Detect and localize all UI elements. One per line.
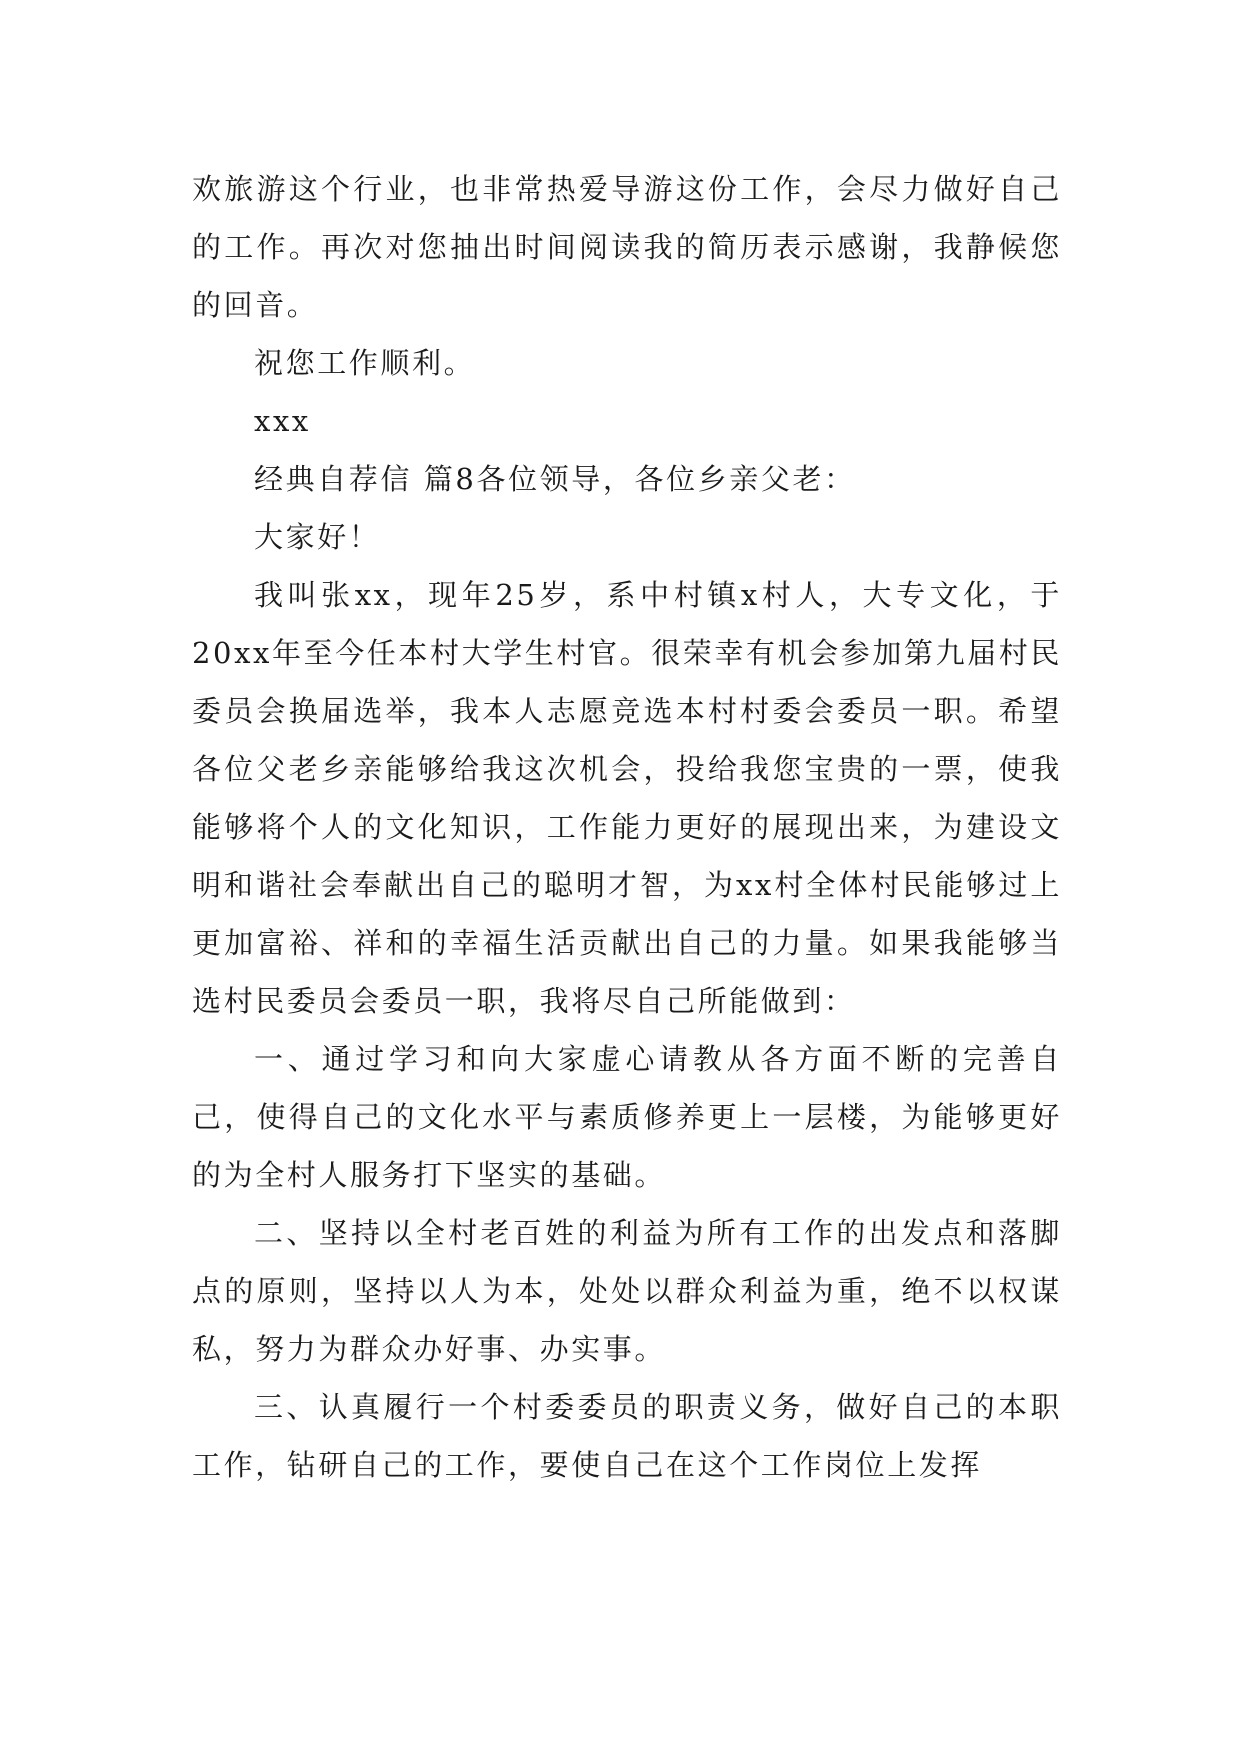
paragraph-letter-heading: 经典自荐信 篇8各位领导，各位乡亲父老： xyxy=(254,462,856,496)
paragraph-point-one: 一、通过学习和向大家虚心请教从各方面不断的完善自己，使得自己的文化水平与素质修养更上一层楼，为能够更好的为全村人服务打下坚实的基础。 xyxy=(192,1042,1062,1192)
paragraph-signature: xxx xyxy=(254,404,311,438)
paragraph-wish: 祝您工作顺利。 xyxy=(254,346,476,380)
paragraph-point-three: 三、认真履行一个村委委员的职责义务，做好自己的本职工作，钻研自己的工作，要使自己在这个工作岗位上发挥 xyxy=(192,1390,1062,1482)
document-body xyxy=(192,160,1062,1494)
paragraph-greeting: 大家好！ xyxy=(254,520,381,554)
paragraph-introduction: 我叫张xx，现年25岁，系中村镇x村人，大专文化，于20xx年至今任本村大学生村官。很荣幸有机会参加第九届村民委员会换届选举，我本人志愿竞选本村村委会委员一职。希望各位父老乡亲能够给我这次机会，投给我您宝贵的一票，使我能够将个人的文化知识，工作能力更好的展现出来，为建设文明和谐社会奉献出自己的聪明才智，为xx村全体村民能够过上更加富裕、祥和的幸福生活贡献出自己的力量。如果我能够当选村民委员会委员一职，我将尽自己所能做到： xyxy=(192,578,1063,1018)
paragraph-point-two: 二、坚持以全村老百姓的利益为所有工作的出发点和落脚点的原则，坚持以人为本，处处以群众利益为重，绝不以权谋私，努力为群众办好事、办实事。 xyxy=(192,1216,1062,1366)
paragraph-closing-continuation: 欢旅游这个行业，也非常热爱导游这份工作，会尽力做好自己的工作。再次对您抽出时间阅读我的简历表示感谢，我静候您的回音。 xyxy=(192,172,1062,322)
